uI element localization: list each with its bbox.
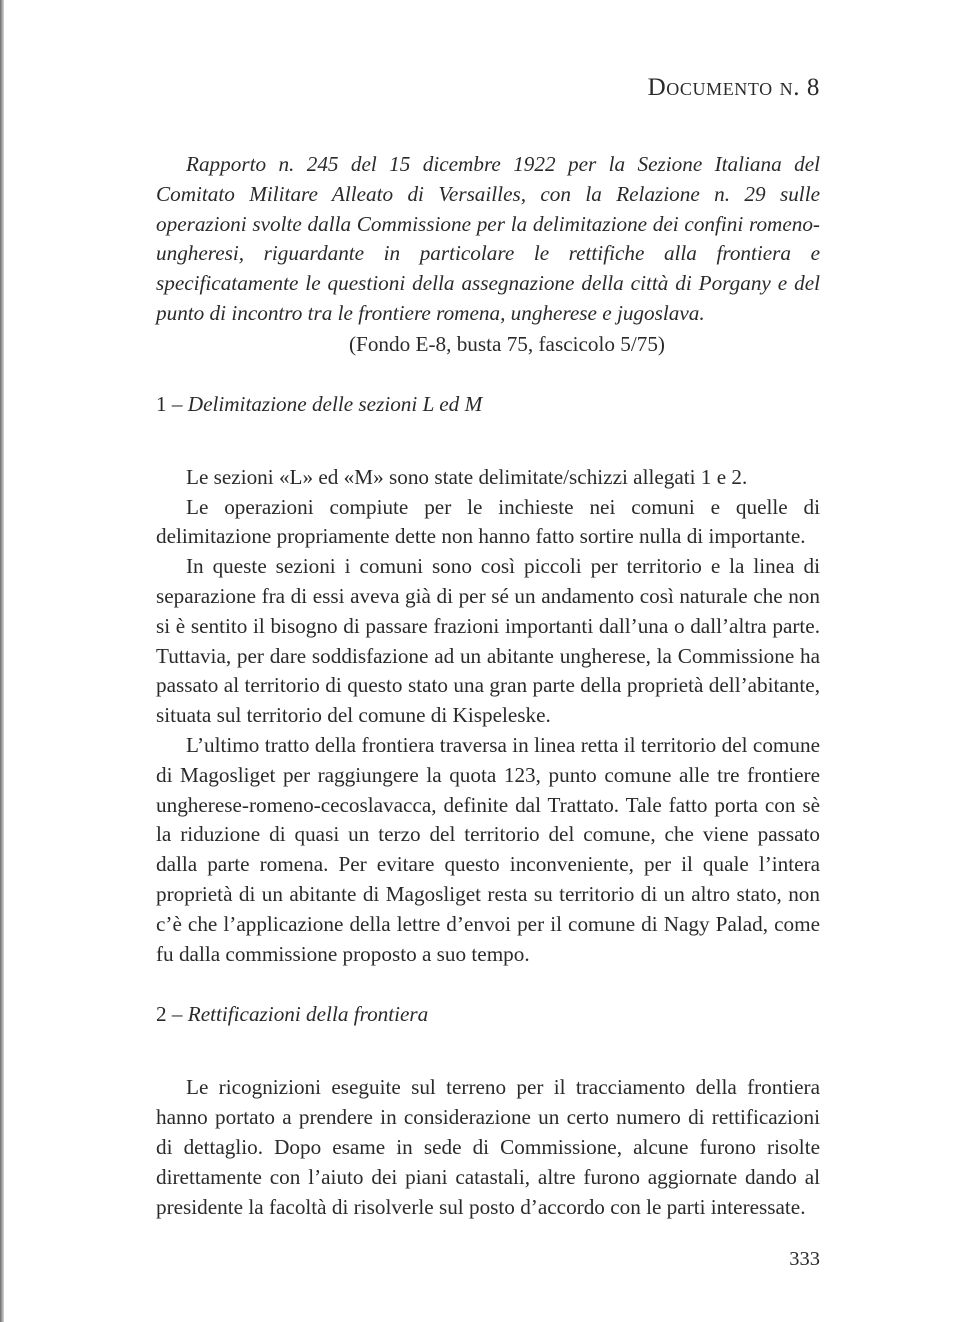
- page-number: 333: [789, 1248, 820, 1270]
- section-1-paragraph: Le sezioni «L» ed «M» sono state delimitate/schizzi allegati 1 e 2.: [186, 464, 748, 489]
- section-1-paragraph: Le operazioni compiute per le inchieste nei comuni e quelle di delimitazione propriamente dette non hanno fatto sortire nulla di importante.: [156, 494, 820, 549]
- section-2-paragraph: Le ricognizioni eseguite sul terreno per il tracciamento della frontiera hanno portato a prendere in considerazione un certo numero di rettificazioni di dettaglio. Dopo esame in sede di Commissione, alcune furono risolte direttamente con l’aiuto dei piani catastali, altre furono aggiornate dando al presidente la facoltà di risolverle sul posto d’accordo con le parti interessate.: [156, 1075, 820, 1219]
- document-abstract: Rapporto n. 245 del 15 dicembre 1922 per la Sezione Italiana del Comitato Militare Alleato di Versailles, con la Relazione n. 29 sulle operazioni svolte dalla Commissione per la delimitazione dei confini romeno-ungheresi, riguardante in particolare le rettifiche alla frontiera e specificatamente le questioni della assegnazione della città di Porgany e del punto di incontro tra le frontiere romena, ungherese e jugoslava.: [156, 152, 820, 325]
- running-head: Documento n. 8: [647, 74, 820, 101]
- section-2-number: 2 –: [156, 1002, 183, 1027]
- section-1-number: 1 –: [156, 391, 183, 416]
- section-1-paragraph: In queste sezioni i comuni sono così piccoli per territorio e la linea di separazione fra di essi aveva già di per sé un andamento così naturale che non si è sentito il bisogno di passare frazioni importanti dall’una o dall’altra parte. Tuttavia, per dare soddisfazione ad un abitante ungherese, la Commissione ha passato al territorio di questo stato una gran parte della proprietà dell’abitante, situata sul territorio del comune di Kispeleske.: [156, 554, 820, 728]
- section-2-title: Rettificazioni della frontiera: [187, 1002, 429, 1027]
- section-2-heading: [156, 999, 820, 1029]
- page-gutter-edge: [0, 0, 4, 1322]
- archive-source: (Fondo E-8, busta 75, fascicolo 5/75): [349, 331, 665, 356]
- page-body: [156, 70, 820, 1222]
- section-1-paragraph: L’ultimo tratto della frontiera traversa in linea retta il territorio del comune di Magosliget per raggiungere la quota 123, punto comune alle tre frontiere ungherese-romeno-cecoslavacca, definite dal Trattato. Tale fatto porta con sè la riduzione di quasi un terzo del territorio del comune, che viene passato dalla parte romena. Per evitare questo inconveniente, per il quale l’intera proprietà di un abitante di Magosliget resta su territorio di un altro stato, non c’è che l’applicazione della lettre d’envoi per il comune di Nagy Palad, come fu dalla commissione proposto a suo tempo.: [156, 732, 820, 966]
- section-1-heading: [156, 389, 820, 419]
- section-1-title: Delimitazione delle sezioni L ed M: [187, 391, 483, 416]
